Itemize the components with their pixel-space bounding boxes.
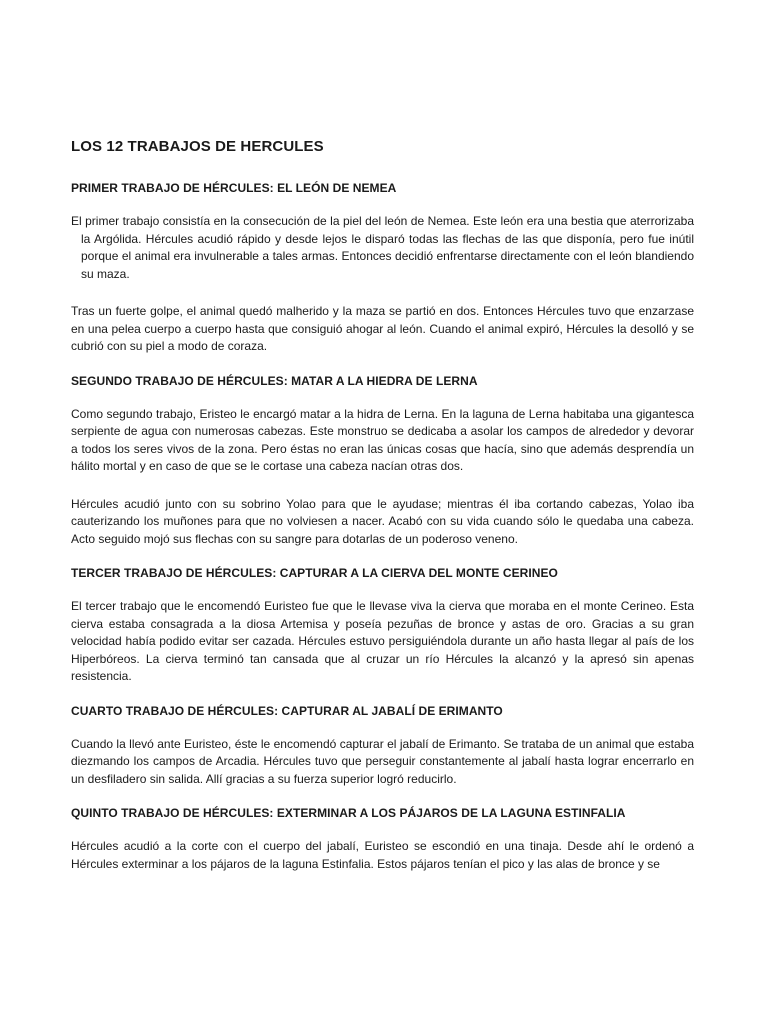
section-heading-1: PRIMER TRABAJO DE HÉRCULES: EL LEÓN DE NEMEA: [71, 181, 397, 195]
section-heading-4: CUARTO TRABAJO DE HÉRCULES: CAPTURAR AL JABALÍ DE ERIMANTO: [71, 703, 503, 718]
section-2-paragraph-1: Como segundo trabajo, Eristeo le encargó matar a la hidra de Lerna. En la laguna de Lerna habitaba una gigantesca serpiente de agua con numerosas cabezas. Este monstruo se dedicaba a asolar los campos de alrededor y devorar a todos los seres vivos de la zona. Pero éstas no eran las únicas cosas que hacía, sino que además desprendía un hálito mortal y en caso de que se le cortase una cabeza nacían otras dos.: [71, 406, 694, 473]
section-5-paragraph-1: Hércules acudió a la corte con el cuerpo del jabalí, Euristeo se escondió en una tinaja. Desde ahí le ordenó a Hércules exterminar a los pájaros de la laguna Estinfalia. Estos pájaros tenían el pico y las alas de bronce y se: [71, 839, 694, 871]
section-1-paragraph-2: Tras un fuerte golpe, el animal quedó malherido y la maza se partió en dos. Entonces Hércules tuvo que enzarzase en una pelea cuerpo a cuerpo hasta que consiguió ahogar al león. Cuando el animal expiró, Hércules la desolló y se cubrió con su piel a modo de coraza.: [71, 304, 694, 353]
section-1-paragraph-1: El primer trabajo consistía en la consecución de la piel del león de Nemea. Este león era una bestia que aterrorizaba la Argólida. Hércules acudió rápido y desde lejos le disparó todas las flechas de las que disponía, pero fue inútil porque el animal era invulnerable a tales armas. Entonces decidió enfrentarse directamente con el león blandiendo su maza.: [71, 214, 694, 281]
section-4-paragraph-1: Cuando la llevó ante Euristeo, éste le encomendó capturar el jabalí de Erimanto. Se trataba de un animal que estaba diezmando los campos de Arcadia. Hércules tuvo que perseguir constantemente al jabalí hasta lograr encerrarlo en un desfiladero sin salida. Allí gracias a su fuerza superior logró reducirlo.: [71, 736, 694, 786]
section-3-paragraph-1: El tercer trabajo que le encomendó Euristeo fue que le llevase viva la cierva que moraba en el monte Cerineo. Esta cierva estaba consagrada a la diosa Artemisa y poseía pezuñas de bronce y astas de oro. Gracias a su gran velocidad había podido evitar ser cazada. Hércules estuvo persiguiéndola durante un año hasta llegar al país de los Hiperbóreos. La cierva terminó tan cansada que al cruzar un río Hércules la alcanzó y la apresó sin apenas resistencia.: [71, 599, 694, 683]
section-heading-2: SEGUNDO TRABAJO DE HÉRCULES: MATAR A LA HIEDRA DE LERNA: [71, 373, 478, 388]
section-heading-3: TERCER TRABAJO DE HÉRCULES: CAPTURAR A LA CIERVA DEL MONTE CERINEO: [71, 566, 558, 580]
section-heading-5: QUINTO TRABAJO DE HÉRCULES: EXTERMINAR A LOS PÁJAROS DE LA LAGUNA ESTINFALIA: [71, 806, 626, 820]
section-2-paragraph-2: Hércules acudió junto con su sobrino Yolao para que le ayudase; mientras él iba cortando cabezas, Yolao iba cauterizando los muñones para que no volviesen a nacer. Acabó con su vida cuando sólo le quedaba una cabeza. Acto seguido mojó sus flechas con su sangre para dotarlas de un poderoso veneno.: [71, 496, 694, 546]
document-title: LOS 12 TRABAJOS DE HERCULES: [71, 138, 324, 155]
